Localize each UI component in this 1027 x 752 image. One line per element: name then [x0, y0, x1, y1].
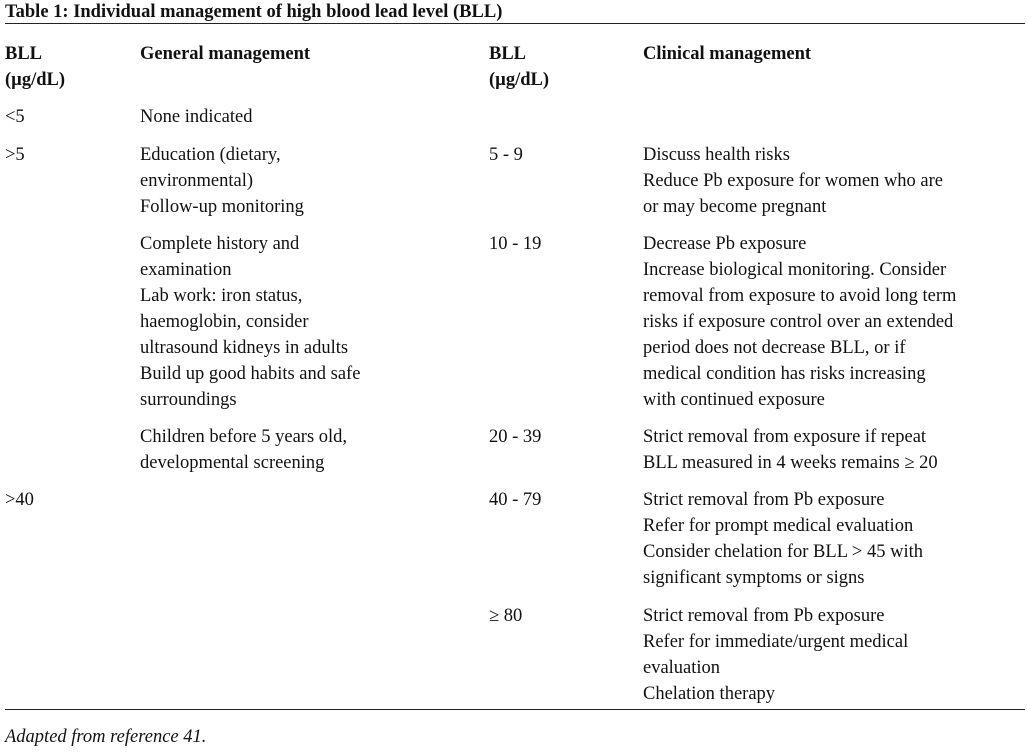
header-bll-left-line: BLL — [5, 44, 43, 64]
row3-general-line: surroundings — [140, 390, 237, 410]
row5-clinical-line: significant symptoms or signs — [643, 568, 865, 588]
row6-clinical-line: Strict removal from Pb exposure — [643, 606, 885, 626]
row4-clinical-line: BLL measured in 4 weeks remains ≥ 20 — [643, 453, 938, 473]
row3-clinical-line: risks if exposure control over an extended — [643, 312, 954, 332]
header-general-management: General management — [140, 44, 311, 64]
row5-clinical-line: Refer for prompt medical evaluation — [643, 516, 914, 536]
row3-clinical-line: medical condition has risks increasing — [643, 364, 926, 384]
row1-general-line: None indicated — [140, 107, 253, 127]
header-clinical-management: Clinical management — [643, 44, 812, 64]
row4-clinical — [643, 424, 938, 476]
row3-bll-range: 10 - 19 — [489, 234, 542, 254]
row5-clinical-line: Strict removal from Pb exposure — [643, 490, 885, 510]
row2-clinical — [643, 142, 943, 220]
row2-clinical-line: Discuss health risks — [643, 145, 790, 165]
row5-clinical-line: Consider chelation for BLL > 45 with — [643, 542, 924, 562]
row3-clinical-line: with continued exposure — [643, 390, 825, 410]
header-bll-left — [5, 41, 65, 93]
row3-clinical-line: period does not decrease BLL, or if — [643, 338, 906, 358]
row2-clinical-line: or may become pregnant — [643, 197, 827, 217]
row1-bll: <5 — [5, 107, 25, 127]
row2-general-line: Education (dietary, — [140, 145, 281, 165]
row6-clinical — [643, 603, 908, 707]
row3-clinical — [643, 231, 956, 413]
row6-bll-range: ≥ 80 — [489, 606, 523, 626]
row3-general-line: haemoglobin, consider — [140, 312, 309, 332]
row4-general-line: Children before 5 years old, — [140, 427, 348, 447]
row5-bll: >40 — [5, 490, 34, 510]
header-bll-right-line: BLL — [489, 44, 527, 64]
row5-bll-range: 40 - 79 — [489, 490, 542, 510]
row3-clinical-line: removal from exposure to avoid long term — [643, 286, 957, 306]
row2-clinical-line: Reduce Pb exposure for women who are — [643, 171, 944, 191]
title-divider — [5, 23, 1025, 24]
bottom-divider — [5, 709, 1025, 710]
row3-general-line: examination — [140, 260, 232, 280]
row3-clinical-line: Increase biological monitoring. Consider — [643, 260, 947, 280]
header-bll-right — [489, 41, 549, 93]
row6-clinical-line: evaluation — [643, 658, 721, 678]
row3-general-line: Lab work: iron status, — [140, 286, 303, 306]
row2-general-line: environmental) — [140, 171, 254, 191]
row6-clinical-line: Chelation therapy — [643, 684, 776, 704]
row4-general-line: developmental screening — [140, 453, 325, 473]
row2-bll: >5 — [5, 145, 25, 165]
row3-general-line: Complete history and — [140, 234, 300, 254]
row2-bll-range: 5 - 9 — [489, 145, 523, 165]
row5-clinical — [643, 487, 923, 591]
row4-bll-range: 20 - 39 — [489, 427, 542, 447]
row3-general — [140, 231, 360, 413]
table-title: Table 1: Individual management of high blood lead level (BLL) — [5, 2, 503, 22]
row4-clinical-line: Strict removal from exposure if repeat — [643, 427, 927, 447]
header-bll-left-unit: (µg/dL) — [5, 70, 65, 90]
table-footnote: Adapted from reference 41. — [5, 727, 207, 747]
row3-clinical-line: Decrease Pb exposure — [643, 234, 807, 254]
row3-general-line: ultrasound kidneys in adults — [140, 338, 349, 358]
row3-general-line: Build up good habits and safe — [140, 364, 361, 384]
row6-clinical-line: Refer for immediate/urgent medical — [643, 632, 909, 652]
row2-general — [140, 142, 304, 220]
row4-general — [140, 424, 347, 476]
header-bll-right-unit: (µg/dL) — [489, 70, 549, 90]
row1-general — [140, 104, 253, 130]
row2-general-line: Follow-up monitoring — [140, 197, 304, 217]
